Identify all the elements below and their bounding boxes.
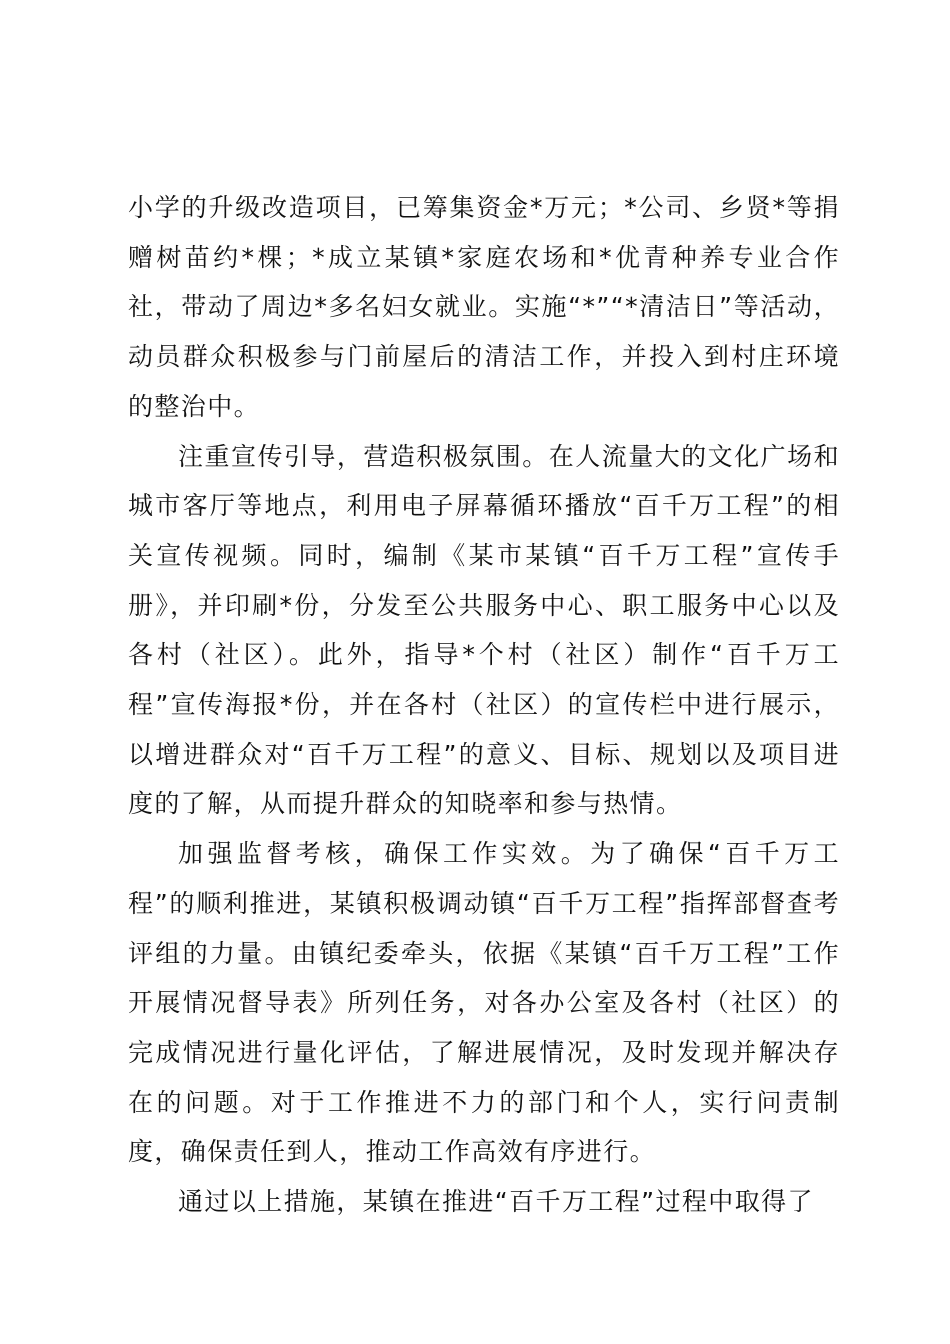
paragraph-supervision: 加强监督考核，确保工作实效。为了确保“百千万工程”的顺利推进，某镇积极调动镇“百千万工程”指挥部督查考评组的力量。由镇纪委牵头，依据《某镇“百千万工程”工作开展情况督导表》所列任务，对各办公室及各村（社区）的完成情况进行量化评估，了解进展情况，及时发现并解决存在的问题。对于工作推进不力的部门和个人，实行问责制度，确保责任到人，推动工作高效有序进行。 (128, 839, 840, 1167)
paragraph-publicity: 注重宣传引导，营造积极氛围。在人流量大的文化广场和城市客厅等地点，利用电子屏幕循环播放“百千万工程”的相关宣传视频。同时，编制《某市某镇“百千万工程”宣传手册》，并印刷*份，分发至公共服务中心、职工服务中心以及各村（社区）。此外，指导*个村（社区）制作“百千万工程”宣传海报*份，并在各村（社区）的宣传栏中进行展示，以增进群众对“百千万工程”的意义、目标、规划以及项目进度的了解，从而提升群众的知晓率和参与热情。 (128, 441, 840, 819)
document-body (128, 183, 840, 1227)
paragraph-continuation: 小学的升级改造项目，已筹集资金*万元；*公司、乡贤*等捐赠树苗约*棵；*成立某镇*家庭农场和*优青种养专业合作社，带动了周边*多名妇女就业。实施“*”“*清洁日”等活动，动员群众积极参与门前屋后的清洁工作，并投入到村庄环境的整治中。 (128, 193, 840, 421)
paragraph-results: 通过以上措施，某镇在推进“百千万工程”过程中取得了 (178, 1187, 814, 1217)
